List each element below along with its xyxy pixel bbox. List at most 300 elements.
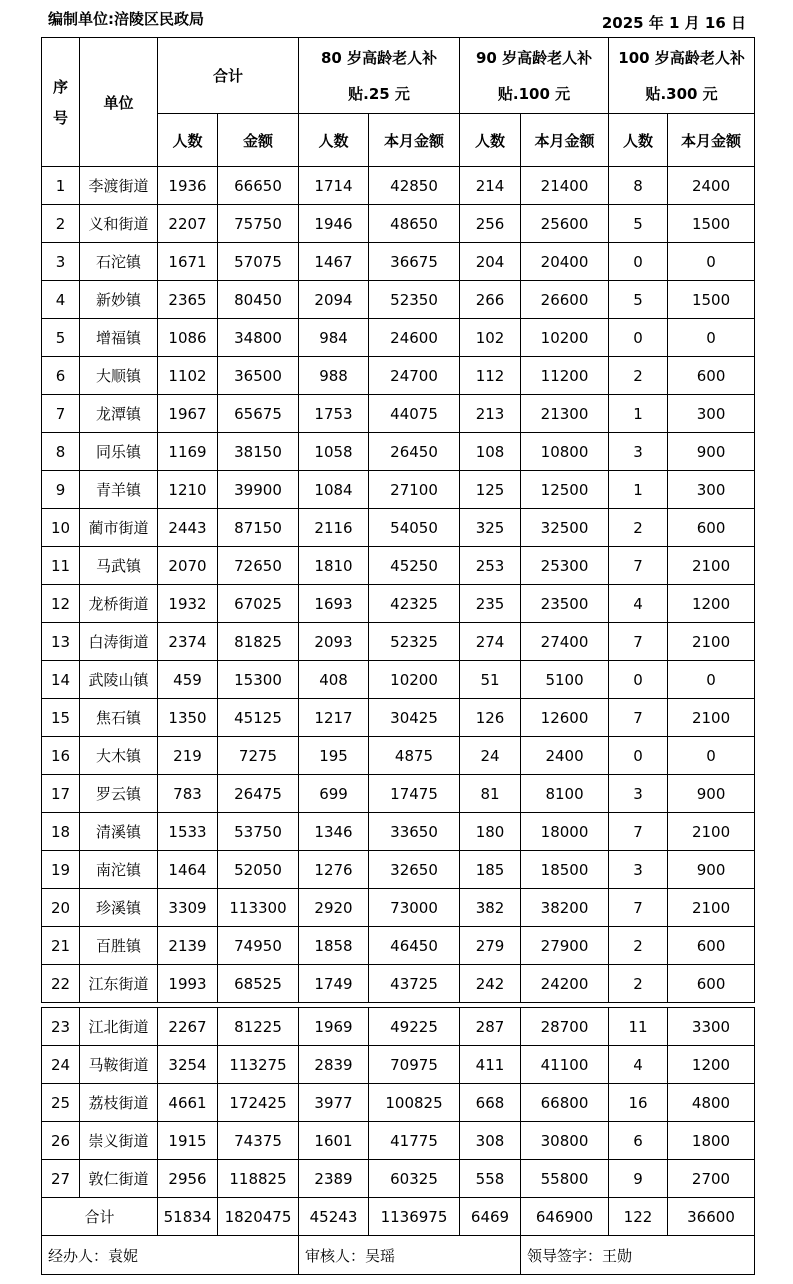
table-row <box>42 1084 755 1122</box>
row-seq: 16 <box>42 737 80 775</box>
row-90-amount: 32500 <box>521 509 609 547</box>
row-90-amount: 10200 <box>521 319 609 357</box>
row-100-people: 0 <box>609 243 668 281</box>
row-seq: 3 <box>42 243 80 281</box>
table-row <box>42 661 755 699</box>
row-80-people: 408 <box>299 661 369 699</box>
table-row <box>42 699 755 737</box>
row-total-people: 1915 <box>158 1122 218 1160</box>
row-unit: 李渡街道 <box>80 167 158 205</box>
row-80-amount: 26450 <box>369 433 460 471</box>
row-100-people: 0 <box>609 737 668 775</box>
row-90-people: 185 <box>460 851 521 889</box>
row-100-people: 6 <box>609 1122 668 1160</box>
row-100-people: 7 <box>609 889 668 927</box>
row-80-amount: 27100 <box>369 471 460 509</box>
row-unit: 江东街道 <box>80 965 158 1003</box>
row-100-people: 0 <box>609 319 668 357</box>
row-90-people: 279 <box>460 927 521 965</box>
row-80-people: 1858 <box>299 927 369 965</box>
row-100-amount: 2100 <box>668 623 755 661</box>
row-80-amount: 54050 <box>369 509 460 547</box>
row-100-amount: 2100 <box>668 889 755 927</box>
row-80-people: 1084 <box>299 471 369 509</box>
row-90-amount: 2400 <box>521 737 609 775</box>
row-unit: 龙桥街道 <box>80 585 158 623</box>
row-total-people: 2956 <box>158 1160 218 1198</box>
row-100-people: 4 <box>609 1046 668 1084</box>
row-90-amount: 27400 <box>521 623 609 661</box>
report-date: 2025 年 1 月 16 日 <box>601 14 746 32</box>
row-80-amount: 41775 <box>369 1122 460 1160</box>
row-80-amount: 24600 <box>369 319 460 357</box>
row-100-people: 2 <box>609 927 668 965</box>
row-80-amount: 4875 <box>369 737 460 775</box>
row-total-people: 2070 <box>158 547 218 585</box>
table-row <box>42 319 755 357</box>
table-row <box>42 167 755 205</box>
table-row <box>42 243 755 281</box>
row-seq: 17 <box>42 775 80 813</box>
row-total-amount: 65675 <box>218 395 299 433</box>
totals-people: 51834 <box>158 1198 218 1236</box>
row-unit: 同乐镇 <box>80 433 158 471</box>
row-90-amount: 27900 <box>521 927 609 965</box>
row-100-people: 9 <box>609 1160 668 1198</box>
row-unit: 白涛街道 <box>80 623 158 661</box>
row-total-people: 1967 <box>158 395 218 433</box>
row-total-people: 1210 <box>158 471 218 509</box>
row-total-amount: 53750 <box>218 813 299 851</box>
row-90-people: 235 <box>460 585 521 623</box>
table-row <box>42 813 755 851</box>
row-80-amount: 17475 <box>369 775 460 813</box>
row-total-amount: 38150 <box>218 433 299 471</box>
row-80-people: 2094 <box>299 281 369 319</box>
row-100-people: 2 <box>609 509 668 547</box>
row-80-people: 984 <box>299 319 369 357</box>
row-90-amount: 26600 <box>521 281 609 319</box>
row-80-people: 1346 <box>299 813 369 851</box>
row-seq: 6 <box>42 357 80 395</box>
row-total-amount: 15300 <box>218 661 299 699</box>
row-80-amount: 43725 <box>369 965 460 1003</box>
row-seq: 10 <box>42 509 80 547</box>
row-total-amount: 113300 <box>218 889 299 927</box>
row-80-people: 2389 <box>299 1160 369 1198</box>
row-100-amount: 1200 <box>668 585 755 623</box>
row-80-amount: 49225 <box>369 1008 460 1046</box>
row-seq: 4 <box>42 281 80 319</box>
row-total-amount: 34800 <box>218 319 299 357</box>
row-100-amount: 600 <box>668 357 755 395</box>
row-seq: 18 <box>42 813 80 851</box>
leader-signature: 领导签字：王勋 <box>521 1236 755 1275</box>
row-80-amount: 10200 <box>369 661 460 699</box>
table-row <box>42 1008 755 1046</box>
row-total-amount: 67025 <box>218 585 299 623</box>
totals-amount: 1820475 <box>218 1198 299 1236</box>
row-90-people: 325 <box>460 509 521 547</box>
row-80-people: 1601 <box>299 1122 369 1160</box>
row-90-people: 668 <box>460 1084 521 1122</box>
row-100-people: 7 <box>609 813 668 851</box>
row-seq: 12 <box>42 585 80 623</box>
table-row <box>42 471 755 509</box>
row-seq: 7 <box>42 395 80 433</box>
row-total-people: 1169 <box>158 433 218 471</box>
row-total-people: 3254 <box>158 1046 218 1084</box>
handler: 经办人：袁妮 <box>42 1236 299 1275</box>
row-unit: 珍溪镇 <box>80 889 158 927</box>
row-unit: 新妙镇 <box>80 281 158 319</box>
row-100-people: 2 <box>609 357 668 395</box>
table-row <box>42 1046 755 1084</box>
row-100-amount: 600 <box>668 509 755 547</box>
row-total-amount: 172425 <box>218 1084 299 1122</box>
row-90-amount: 18500 <box>521 851 609 889</box>
subsidy-table-part2 <box>41 1007 755 1275</box>
row-100-people: 2 <box>609 965 668 1003</box>
row-80-people: 1714 <box>299 167 369 205</box>
row-seq: 23 <box>42 1008 80 1046</box>
table-row <box>42 509 755 547</box>
totals-90-people: 6469 <box>460 1198 521 1236</box>
row-total-people: 2139 <box>158 927 218 965</box>
row-80-people: 2920 <box>299 889 369 927</box>
row-90-people: 24 <box>460 737 521 775</box>
row-total-people: 1936 <box>158 167 218 205</box>
row-unit: 石沱镇 <box>80 243 158 281</box>
row-100-amount: 2100 <box>668 699 755 737</box>
table-row <box>42 585 755 623</box>
row-100-people: 4 <box>609 585 668 623</box>
row-100-amount: 2700 <box>668 1160 755 1198</box>
row-80-people: 1753 <box>299 395 369 433</box>
row-total-people: 2443 <box>158 509 218 547</box>
row-100-amount: 0 <box>668 737 755 775</box>
row-seq: 2 <box>42 205 80 243</box>
row-seq: 1 <box>42 167 80 205</box>
row-80-people: 1693 <box>299 585 369 623</box>
header-100-people: 人数 <box>609 114 668 167</box>
row-100-people: 3 <box>609 851 668 889</box>
row-90-amount: 12500 <box>521 471 609 509</box>
row-100-people: 7 <box>609 699 668 737</box>
row-unit: 马武镇 <box>80 547 158 585</box>
row-100-amount: 2100 <box>668 813 755 851</box>
row-100-people: 7 <box>609 623 668 661</box>
header-90-people: 人数 <box>460 114 521 167</box>
row-80-people: 1276 <box>299 851 369 889</box>
row-90-amount: 28700 <box>521 1008 609 1046</box>
row-100-amount: 1500 <box>668 281 755 319</box>
row-100-people: 16 <box>609 1084 668 1122</box>
row-80-amount: 33650 <box>369 813 460 851</box>
row-90-amount: 38200 <box>521 889 609 927</box>
row-100-amount: 600 <box>668 927 755 965</box>
row-80-amount: 60325 <box>369 1160 460 1198</box>
row-80-people: 1969 <box>299 1008 369 1046</box>
row-90-people: 204 <box>460 243 521 281</box>
row-unit: 崇义街道 <box>80 1122 158 1160</box>
row-80-people: 1810 <box>299 547 369 585</box>
header-total-people: 人数 <box>158 114 218 167</box>
row-seq: 25 <box>42 1084 80 1122</box>
row-seq: 19 <box>42 851 80 889</box>
row-unit: 大顺镇 <box>80 357 158 395</box>
row-90-amount: 8100 <box>521 775 609 813</box>
table-row <box>42 1160 755 1198</box>
row-seq: 24 <box>42 1046 80 1084</box>
row-100-amount: 0 <box>668 243 755 281</box>
row-90-amount: 24200 <box>521 965 609 1003</box>
row-80-amount: 44075 <box>369 395 460 433</box>
row-80-amount: 36675 <box>369 243 460 281</box>
row-total-people: 1932 <box>158 585 218 623</box>
table-row <box>42 205 755 243</box>
row-unit: 武陵山镇 <box>80 661 158 699</box>
table-row <box>42 281 755 319</box>
row-80-amount: 24700 <box>369 357 460 395</box>
table-row <box>42 927 755 965</box>
row-80-amount: 73000 <box>369 889 460 927</box>
row-total-amount: 66650 <box>218 167 299 205</box>
row-100-amount: 300 <box>668 395 755 433</box>
row-80-people: 1217 <box>299 699 369 737</box>
row-unit: 南沱镇 <box>80 851 158 889</box>
row-seq: 8 <box>42 433 80 471</box>
row-90-people: 242 <box>460 965 521 1003</box>
header-90-amount: 本月金额 <box>521 114 609 167</box>
row-90-people: 81 <box>460 775 521 813</box>
row-90-people: 126 <box>460 699 521 737</box>
row-unit: 荔枝街道 <box>80 1084 158 1122</box>
totals-100-amount: 36600 <box>668 1198 755 1236</box>
row-90-amount: 55800 <box>521 1160 609 1198</box>
row-total-amount: 118825 <box>218 1160 299 1198</box>
row-100-amount: 2100 <box>668 547 755 585</box>
row-100-people: 8 <box>609 167 668 205</box>
row-90-amount: 12600 <box>521 699 609 737</box>
row-80-amount: 70975 <box>369 1046 460 1084</box>
table-row <box>42 965 755 1003</box>
row-total-amount: 74375 <box>218 1122 299 1160</box>
row-total-amount: 81225 <box>218 1008 299 1046</box>
row-total-people: 2374 <box>158 623 218 661</box>
signature-row <box>42 1236 755 1275</box>
row-80-amount: 52325 <box>369 623 460 661</box>
row-80-amount: 32650 <box>369 851 460 889</box>
row-90-amount: 21300 <box>521 395 609 433</box>
row-unit: 蔺市街道 <box>80 509 158 547</box>
row-90-amount: 20400 <box>521 243 609 281</box>
row-80-people: 1058 <box>299 433 369 471</box>
row-80-people: 2093 <box>299 623 369 661</box>
row-90-people: 411 <box>460 1046 521 1084</box>
row-100-amount: 3300 <box>668 1008 755 1046</box>
row-total-people: 2267 <box>158 1008 218 1046</box>
row-90-people: 102 <box>460 319 521 357</box>
row-90-amount: 18000 <box>521 813 609 851</box>
row-100-amount: 2400 <box>668 167 755 205</box>
row-80-amount: 42325 <box>369 585 460 623</box>
row-90-people: 125 <box>460 471 521 509</box>
row-90-amount: 25600 <box>521 205 609 243</box>
row-90-amount: 25300 <box>521 547 609 585</box>
row-total-amount: 72650 <box>218 547 299 585</box>
row-100-people: 1 <box>609 471 668 509</box>
table-row <box>42 395 755 433</box>
row-seq: 13 <box>42 623 80 661</box>
row-total-amount: 57075 <box>218 243 299 281</box>
row-unit: 增福镇 <box>80 319 158 357</box>
row-unit: 龙潭镇 <box>80 395 158 433</box>
table-row <box>42 623 755 661</box>
row-100-amount: 900 <box>668 851 755 889</box>
row-80-amount: 100825 <box>369 1084 460 1122</box>
totals-row <box>42 1198 755 1236</box>
row-total-amount: 45125 <box>218 699 299 737</box>
row-total-people: 1671 <box>158 243 218 281</box>
row-total-amount: 26475 <box>218 775 299 813</box>
header-90-line2: 贴.100 元 <box>497 84 571 103</box>
header-100-amount: 本月金额 <box>668 114 755 167</box>
table-row <box>42 851 755 889</box>
row-90-amount: 66800 <box>521 1084 609 1122</box>
row-seq: 22 <box>42 965 80 1003</box>
row-seq: 26 <box>42 1122 80 1160</box>
row-seq: 14 <box>42 661 80 699</box>
row-90-people: 180 <box>460 813 521 851</box>
header-seq-line1: 序 <box>52 78 68 96</box>
row-90-people: 256 <box>460 205 521 243</box>
row-total-people: 1464 <box>158 851 218 889</box>
row-90-people: 51 <box>460 661 521 699</box>
header-total-amount: 金额 <box>218 114 299 167</box>
row-100-amount: 1200 <box>668 1046 755 1084</box>
row-80-people: 1467 <box>299 243 369 281</box>
header-80-line2: 贴.25 元 <box>348 84 410 103</box>
row-90-amount: 11200 <box>521 357 609 395</box>
row-unit: 焦石镇 <box>80 699 158 737</box>
row-total-people: 2207 <box>158 205 218 243</box>
row-100-people: 7 <box>609 547 668 585</box>
table-row <box>42 1122 755 1160</box>
totals-80-amount: 1136975 <box>369 1198 460 1236</box>
row-seq: 15 <box>42 699 80 737</box>
row-seq: 21 <box>42 927 80 965</box>
row-total-people: 1350 <box>158 699 218 737</box>
row-100-people: 3 <box>609 775 668 813</box>
row-total-people: 1993 <box>158 965 218 1003</box>
header-unit: 单位 <box>80 38 158 167</box>
header-total: 合计 <box>158 38 299 114</box>
row-80-people: 2116 <box>299 509 369 547</box>
row-total-amount: 68525 <box>218 965 299 1003</box>
row-seq: 11 <box>42 547 80 585</box>
row-80-amount: 48650 <box>369 205 460 243</box>
header-seq <box>42 38 80 167</box>
row-100-amount: 900 <box>668 433 755 471</box>
header-90-line1: 90 岁高龄老人补 <box>475 48 593 67</box>
row-unit: 义和街道 <box>80 205 158 243</box>
header-80 <box>299 38 460 114</box>
row-unit: 大木镇 <box>80 737 158 775</box>
row-total-amount: 74950 <box>218 927 299 965</box>
row-90-amount: 30800 <box>521 1122 609 1160</box>
totals-label: 合计 <box>42 1198 158 1236</box>
row-total-people: 219 <box>158 737 218 775</box>
header-80-line1: 80 岁高龄老人补 <box>320 48 438 67</box>
row-90-people: 108 <box>460 433 521 471</box>
row-unit: 百胜镇 <box>80 927 158 965</box>
row-100-amount: 0 <box>668 319 755 357</box>
row-100-people: 3 <box>609 433 668 471</box>
row-100-amount: 4800 <box>668 1084 755 1122</box>
row-90-amount: 21400 <box>521 167 609 205</box>
row-100-people: 1 <box>609 395 668 433</box>
row-total-amount: 80450 <box>218 281 299 319</box>
row-unit: 清溪镇 <box>80 813 158 851</box>
row-90-people: 214 <box>460 167 521 205</box>
row-total-amount: 36500 <box>218 357 299 395</box>
row-100-people: 0 <box>609 661 668 699</box>
row-90-amount: 41100 <box>521 1046 609 1084</box>
header-seq-line2: 号 <box>52 109 68 127</box>
row-90-people: 287 <box>460 1008 521 1046</box>
table-row <box>42 433 755 471</box>
row-total-people: 3309 <box>158 889 218 927</box>
row-80-amount: 30425 <box>369 699 460 737</box>
row-90-people: 213 <box>460 395 521 433</box>
row-80-people: 3977 <box>299 1084 369 1122</box>
row-unit: 罗云镇 <box>80 775 158 813</box>
row-90-people: 308 <box>460 1122 521 1160</box>
row-total-amount: 87150 <box>218 509 299 547</box>
header-80-amount: 本月金额 <box>369 114 460 167</box>
row-total-amount: 75750 <box>218 205 299 243</box>
header-100-line2: 贴.300 元 <box>645 84 718 103</box>
row-80-people: 1946 <box>299 205 369 243</box>
table-row <box>42 547 755 585</box>
row-90-people: 558 <box>460 1160 521 1198</box>
row-80-amount: 52350 <box>369 281 460 319</box>
row-total-people: 1086 <box>158 319 218 357</box>
row-total-people: 4661 <box>158 1084 218 1122</box>
row-100-people: 11 <box>609 1008 668 1046</box>
row-seq: 20 <box>42 889 80 927</box>
row-seq: 27 <box>42 1160 80 1198</box>
row-total-amount: 7275 <box>218 737 299 775</box>
totals-90-amount: 646900 <box>521 1198 609 1236</box>
header-80-people: 人数 <box>299 114 369 167</box>
row-total-amount: 113275 <box>218 1046 299 1084</box>
row-seq: 5 <box>42 319 80 357</box>
row-total-amount: 81825 <box>218 623 299 661</box>
table-row <box>42 889 755 927</box>
row-90-people: 382 <box>460 889 521 927</box>
row-total-people: 783 <box>158 775 218 813</box>
row-total-people: 459 <box>158 661 218 699</box>
totals-80-people: 45243 <box>299 1198 369 1236</box>
row-100-amount: 600 <box>668 965 755 1003</box>
row-90-people: 112 <box>460 357 521 395</box>
row-100-amount: 0 <box>668 661 755 699</box>
row-unit: 江北街道 <box>80 1008 158 1046</box>
row-unit: 马鞍街道 <box>80 1046 158 1084</box>
row-90-amount: 23500 <box>521 585 609 623</box>
